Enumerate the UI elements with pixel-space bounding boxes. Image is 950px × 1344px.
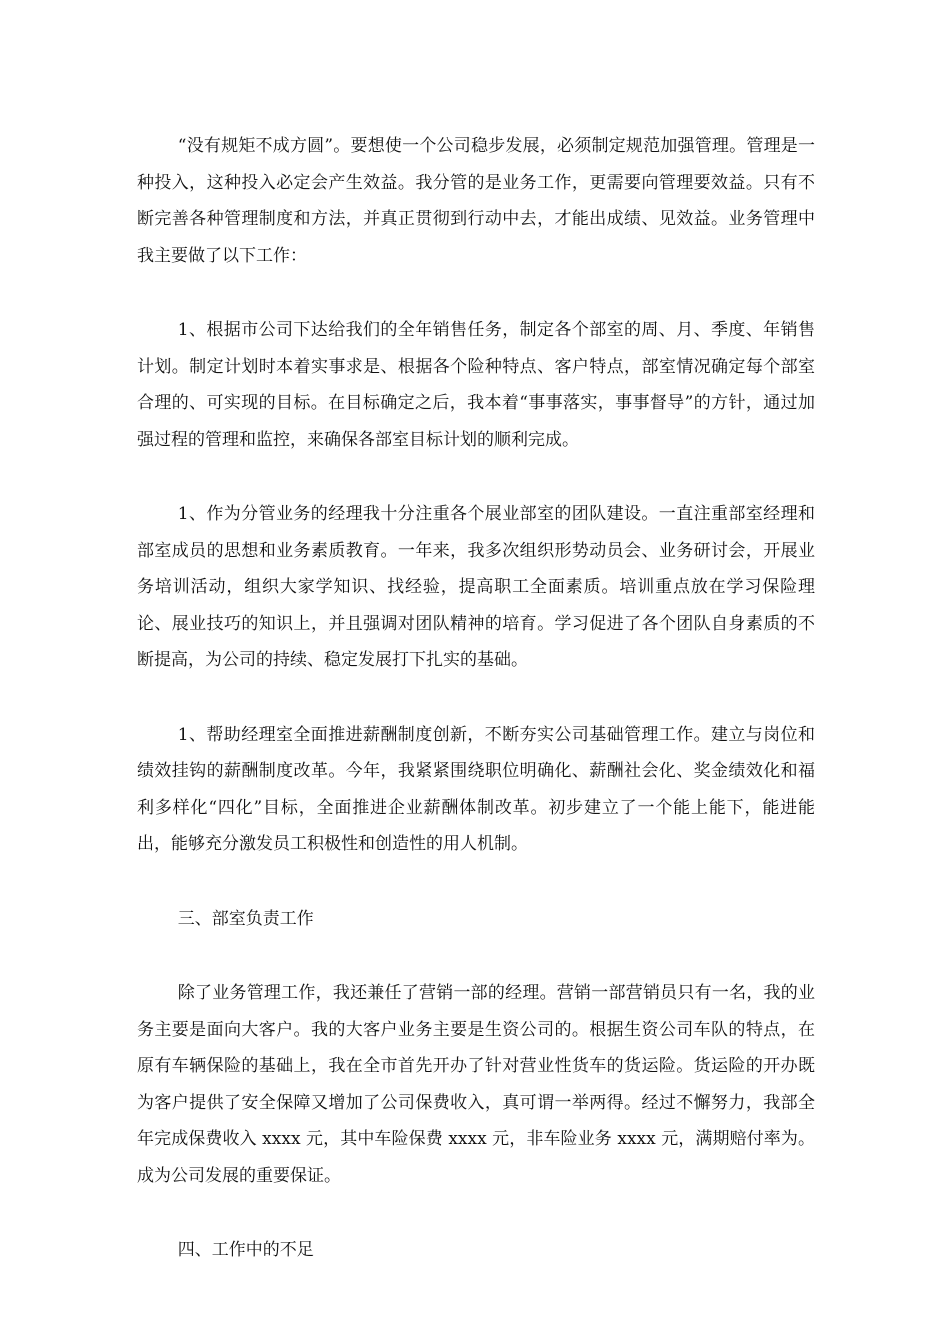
paragraph-salary-reform: 1、帮助经理室全面推进薪酬制度创新，不断夯实公司基础管理工作。建立与岗位和绩效挂钩的薪酬制度改革。今年，我紧紧围绕职位明确化、薪酬社会化、奖金绩效化和福利多样化“四化”目标，全面推进企业薪酬体制改革。初步建立了一个能上能下，能进能出，能够充分激发员工积极性和创造性的用人机制。 <box>137 724 815 854</box>
paragraph-department-work: 除了业务管理工作，我还兼任了营销一部的经理。营销一部营销员只有一名，我的业务主要是面向大客户。我的大客户业务主要是生资公司的。根据生资公司车队的特点，在原有车辆保险的基础上，我在全市首先开办了针对营业性货车的货运险。货运险的开办既为客户提供了安全保障又增加了公司保费收入，真可谓一举两得。经过不懈努力，我部全年完成保费收入 xxxx 元，其中车险保费 xxxx 元，非车险业务 xxxx 元，满期赔付率为。成为公司发展的重要保证。 <box>137 983 815 1186</box>
section-heading-4: 四、工作中的不足 <box>177 1240 314 1260</box>
paragraph-intro: “没有规矩不成方圆”。要想使一个公司稳步发展，必须制定规范加强管理。管理是一种投入，这种投入必定会产生效益。我分管的是业务工作，更需要向管理要效益。只有不断完善各种管理制度和方法，并真正贯彻到行动中去，才能出成绩、见效益。业务管理中我主要做了以下工作： <box>137 136 815 266</box>
document-body <box>137 128 815 1307</box>
section-heading-3: 三、部室负责工作 <box>177 908 314 929</box>
paragraph-team-building: 1、作为分管业务的经理我十分注重各个展业部室的团队建设。一直注重部室经理和部室成员的思想和业务素质教育。一年来，我多次组织形势动员会、业务研讨会，开展业务培训活动，组织大家学知识、找经验，提高职工全面素质。培训重点放在学习保险理论、展业技巧的知识上，并且强调对团队精神的培育。学习促进了各个团队自身素质的不断提高，为公司的持续、稳定发展打下扎实的基础。 <box>137 504 815 670</box>
paragraph-sales-plan: 1、根据市公司下达给我们的全年销售任务，制定各个部室的周、月、季度、年销售计划。制定计划时本着实事求是、根据各个险种特点、客户特点，部室情况确定每个部室合理的、可实现的目标。在目标确定之后，我本着“事事落实，事事督导”的方针，通过加强过程的管理和监控，来确保各部室目标计划的顺利完成。 <box>137 320 815 450</box>
